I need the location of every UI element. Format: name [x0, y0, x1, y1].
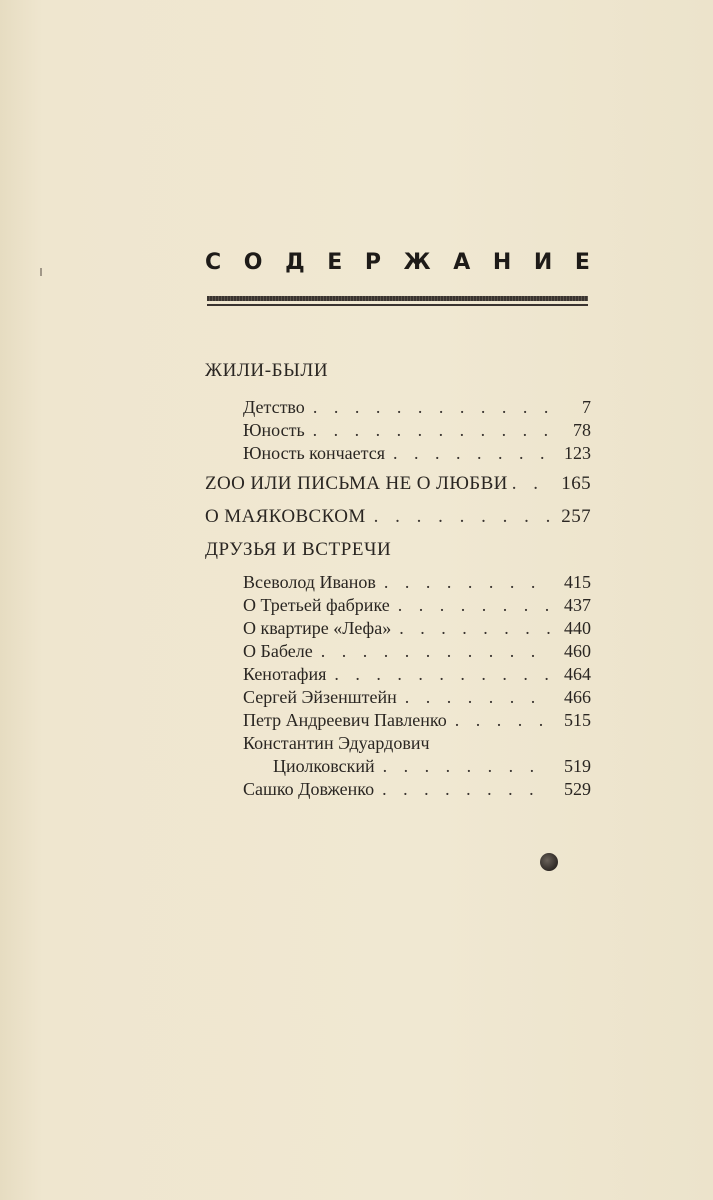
toc-entry-page: 529: [564, 779, 591, 799]
toc-entry: [243, 570, 591, 594]
toc-entry-multiline: [243, 731, 591, 755]
section-title-part2: ДРУЗЬЯ И ВСТРЕЧИ: [205, 539, 392, 560]
dot-leader: [384, 570, 551, 594]
heading-rule: [207, 296, 588, 310]
heading-letter: Ж: [403, 250, 431, 275]
toc-entry: [273, 754, 591, 778]
dot-leader: [405, 685, 551, 709]
dot-leader: [313, 418, 551, 442]
toc-entry: [243, 777, 591, 801]
toc-entry: [243, 662, 591, 686]
toc-entry-page: 466: [564, 687, 591, 707]
toc-entry: [243, 616, 591, 640]
toc-entry-title: Всеволод Иванов: [243, 572, 376, 592]
toc-entry-title: Циолковский: [273, 756, 375, 776]
dot-leader: [455, 708, 551, 732]
toc-entry-page: 78: [573, 420, 591, 440]
toc-entry-title: О Третьей фабрике: [243, 595, 390, 615]
toc-entry-title: Сергей Эйзенштейн: [243, 687, 397, 707]
toc-entry-title: О квартире «Лефа»: [243, 618, 392, 638]
heading-letter: С: [205, 250, 222, 275]
toc-entry-title: Детство: [243, 397, 305, 417]
contents-heading: [205, 248, 590, 278]
toc-entry-page: 123: [564, 443, 591, 463]
dot-leader: [399, 616, 551, 640]
toc-entry-page: 165: [561, 473, 591, 494]
toc-entry-page: 515: [564, 710, 591, 730]
toc-entry-title: Юность: [243, 420, 305, 440]
toc-section-zoo: [205, 472, 591, 496]
dot-leader: [512, 472, 553, 496]
toc-entry-page: 437: [564, 595, 591, 615]
toc-entry: [243, 593, 591, 617]
dot-leader: [334, 662, 551, 686]
toc-entry: [243, 685, 591, 709]
toc-entry-title: ZOO ИЛИ ПИСЬМА НЕ О ЛЮБВИ: [205, 473, 508, 494]
heading-letter: Д: [285, 250, 305, 275]
heading-letter: Р: [364, 250, 382, 275]
toc-entry-page: 7: [582, 397, 591, 417]
toc-entry: [243, 395, 591, 419]
toc-entry-title: Петр Андреевич Павленко: [243, 710, 447, 730]
section-title-part1: ЖИЛИ-БЫЛИ: [205, 360, 329, 381]
rule-thin-line: [207, 304, 588, 306]
toc-entry: [243, 708, 591, 732]
toc-entry-title: О Бабеле: [243, 641, 313, 661]
heading-letter: Е: [574, 250, 590, 275]
toc-entry-page: 519: [564, 756, 591, 776]
dot-leader: [374, 505, 551, 529]
toc-entry-page: 415: [564, 572, 591, 592]
toc-entry-title: Кенотафия: [243, 664, 327, 684]
toc-entry-page: 257: [561, 506, 591, 527]
toc-entry-page: 460: [564, 641, 591, 661]
printer-ornament-icon: [540, 853, 558, 871]
toc-entry-title: Сашко Довженко: [243, 779, 375, 799]
toc-entry-title: О МАЯКОВСКОМ: [205, 506, 366, 527]
toc-entry-title: Юность кончается: [243, 443, 385, 463]
dot-leader: [382, 777, 551, 801]
dot-leader: [383, 754, 551, 778]
dot-leader: [398, 593, 551, 617]
heading-letter: Н: [492, 250, 512, 275]
rule-thick-line: [207, 296, 588, 301]
toc-entry-title: Константин Эдуардович: [243, 733, 430, 753]
heading-letter: Е: [327, 250, 343, 275]
dot-leader: [393, 441, 551, 465]
toc-entry: [243, 418, 591, 442]
toc-entry: [243, 441, 591, 465]
heading-letter: О: [243, 250, 263, 275]
dot-leader: [321, 639, 551, 663]
toc-entry: [243, 639, 591, 663]
toc-entry-page: 464: [564, 664, 591, 684]
heading-letter: А: [453, 250, 471, 275]
dot-leader: [313, 395, 551, 419]
page-speck: [40, 268, 42, 276]
toc-section-mayakovsky: [205, 505, 591, 529]
toc-entry-page: 440: [564, 618, 591, 638]
heading-letter: И: [533, 250, 553, 275]
